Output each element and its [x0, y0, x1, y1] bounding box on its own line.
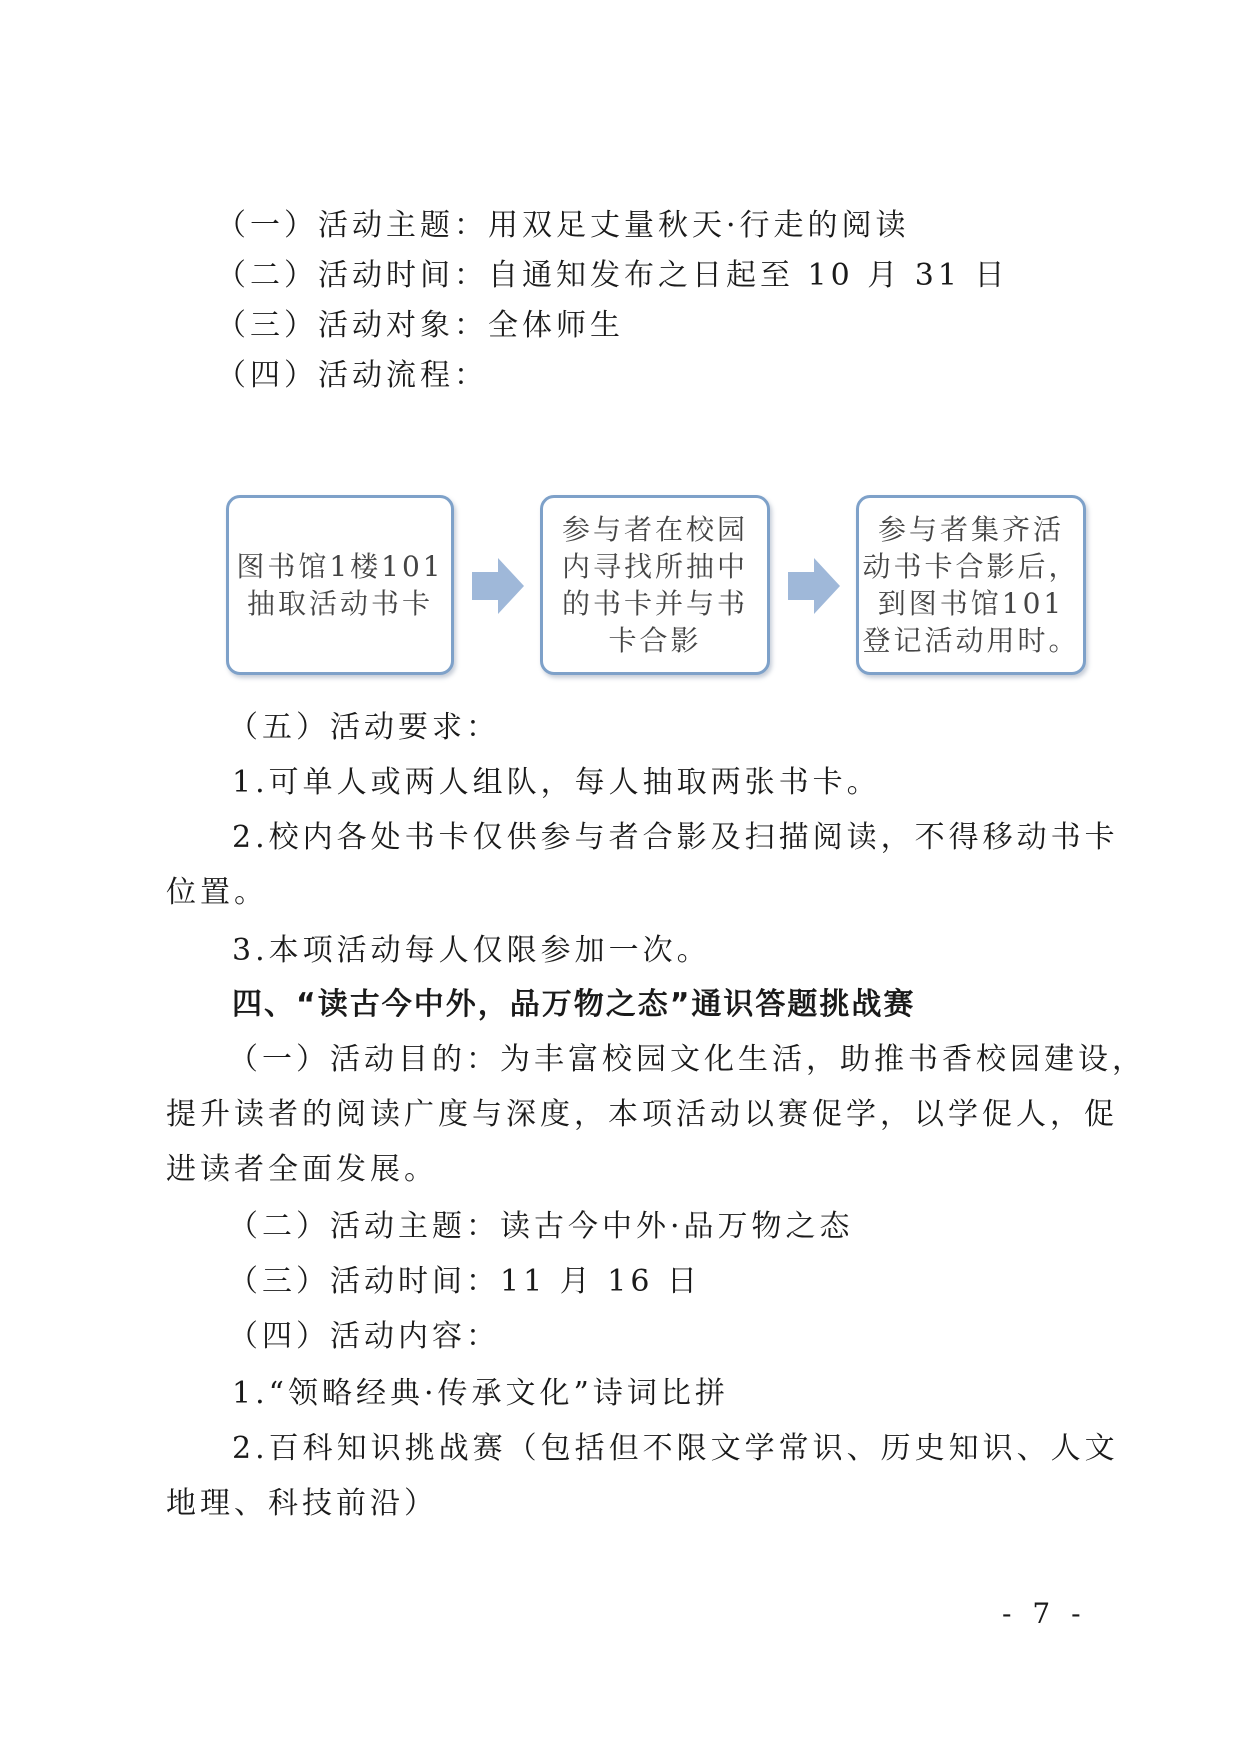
contest-content-heading: （四）活动内容：: [228, 1319, 500, 1354]
section-4-heading: 四、“读古今中外，品万物之态”通识答题挑战赛: [232, 987, 916, 1022]
contest-time-line: （三）活动时间：11 月 16 日: [228, 1264, 701, 1299]
page-number: - 7 -: [1002, 1597, 1087, 1630]
activity-process-heading: （四）活动流程：: [216, 358, 488, 393]
requirements-heading: （五）活动要求：: [228, 710, 500, 745]
requirement-2: 2.校内各处书卡仅供参与者合影及扫描阅读，不得移动书卡: [232, 820, 1119, 855]
contest-theme-line: （二）活动主题：读古今中外·品万物之态: [228, 1209, 854, 1244]
flow-step-2: [540, 495, 770, 675]
flow-step-3: [856, 495, 1086, 675]
flow-step-1: [226, 495, 454, 675]
flow-step-2-text: 参与者在校园 内寻找所抽中 的书卡并与书 卡合影: [561, 513, 748, 657]
activity-time-line: （二）活动时间：自通知发布之日起至 10 月 31 日: [216, 258, 1009, 293]
content-item-2-cont: 地理、科技前沿）: [166, 1486, 438, 1521]
flow-step-3-text: 参与者集齐活 动书卡合影后， 到图书馆101 登记活动用时。: [862, 513, 1080, 657]
content-item-2: 2.百科知识挑战赛（包括但不限文学常识、历史知识、人文: [232, 1431, 1119, 1466]
requirement-3: 3.本项活动每人仅限参加一次。: [232, 933, 711, 968]
requirement-1: 1.可单人或两人组队，每人抽取两张书卡。: [232, 765, 881, 800]
flow-step-1-text: 图书馆1楼101 抽取活动书卡: [236, 550, 444, 620]
purpose-line-2: 提升读者的阅读广度与深度，本项活动以赛促学，以学促人，促: [166, 1097, 1118, 1132]
activity-target-line: （三）活动对象：全体师生: [216, 308, 624, 343]
content-item-1: 1.“领略经典·传承文化”诗词比拼: [232, 1376, 729, 1411]
flow-arrow-1-icon: [472, 558, 524, 614]
purpose-line-1: （一）活动目的：为丰富校园文化生活，助推书香校园建设，: [228, 1042, 1146, 1077]
requirement-2-cont: 位置。: [166, 875, 268, 910]
purpose-line-3: 进读者全面发展。: [166, 1152, 438, 1187]
activity-theme-line: （一）活动主题：用双足丈量秋天·行走的阅读: [216, 208, 910, 243]
flow-arrow-2-icon: [788, 558, 840, 614]
